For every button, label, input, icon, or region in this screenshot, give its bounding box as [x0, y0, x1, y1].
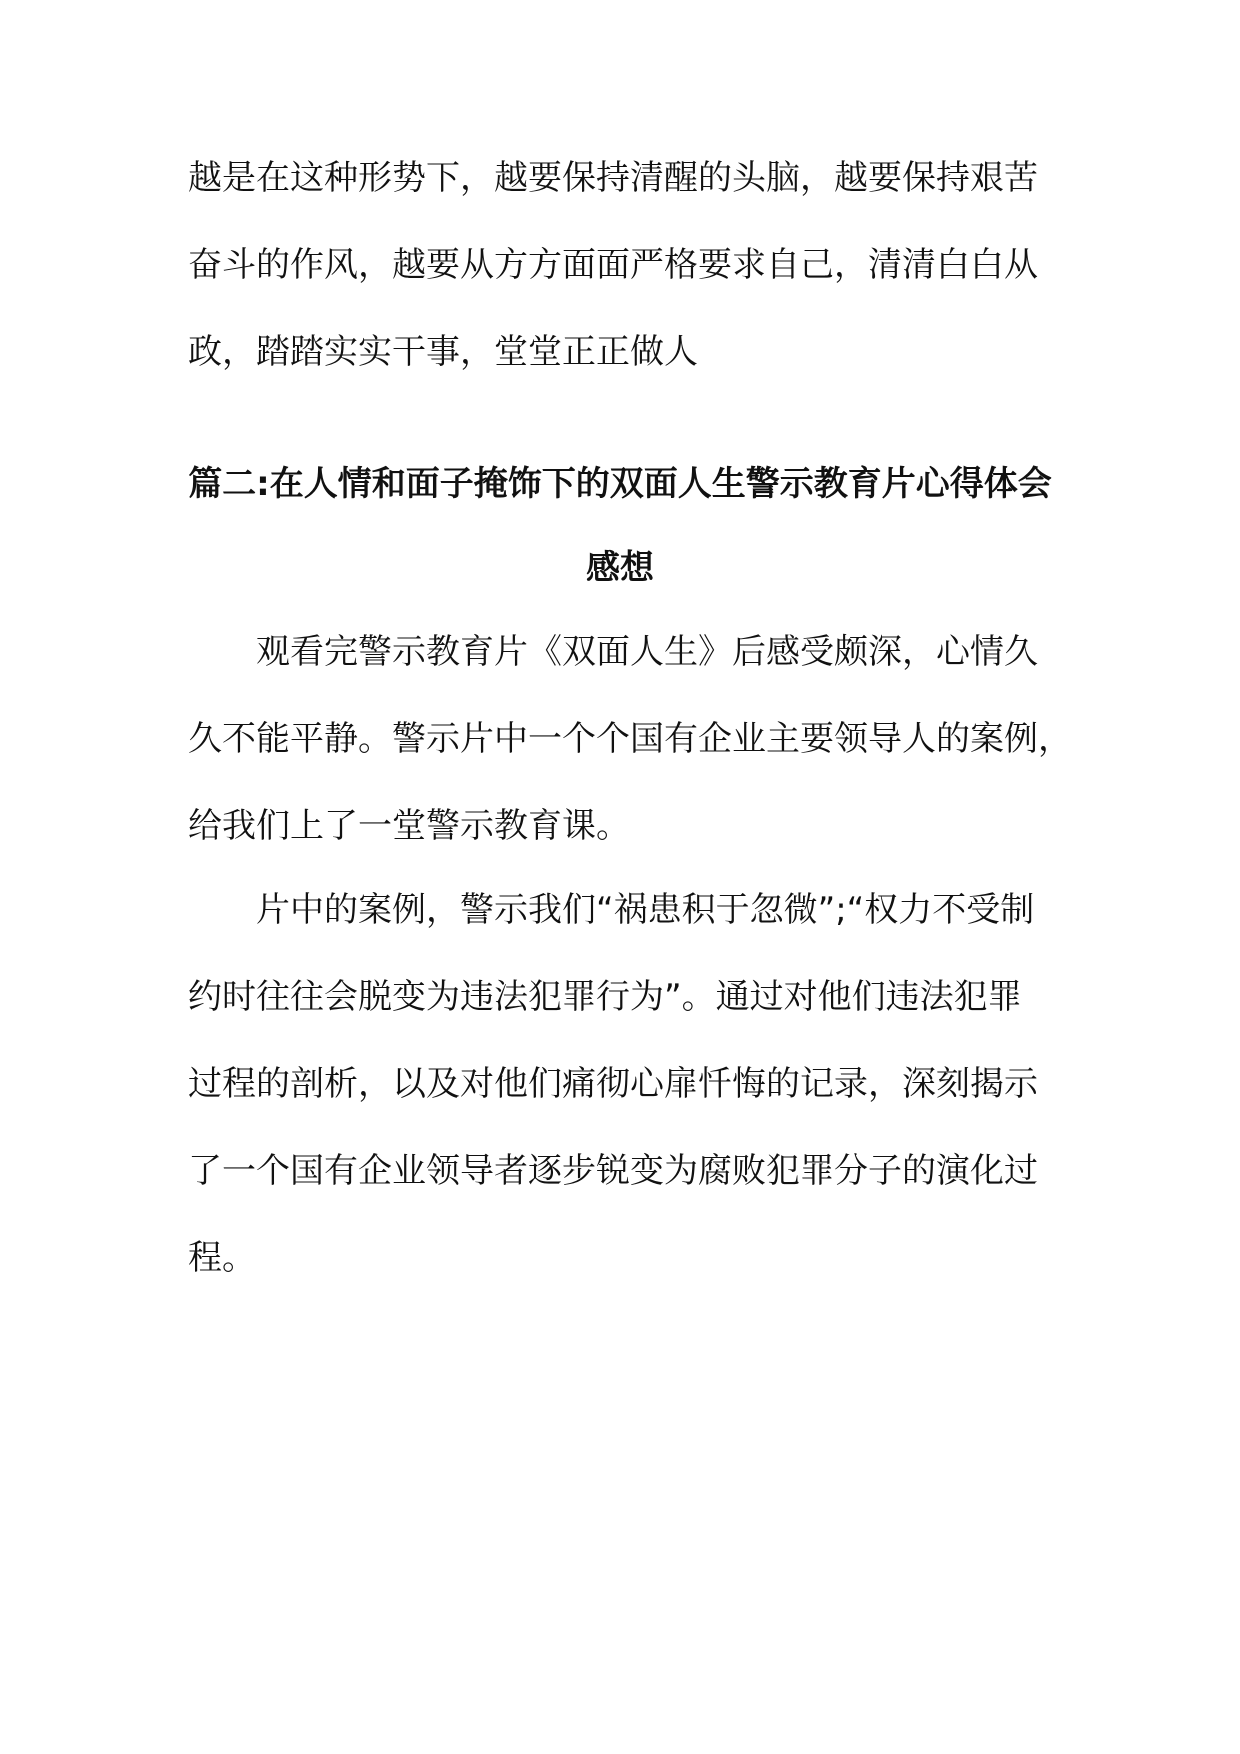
paragraph-2-line-4: 了一个国有企业领导者逐步锐变为腐败犯罪分子的演化过: [188, 1151, 1038, 1191]
paragraph-2-line-1: 片中的案例，警示我们“祸患积于忽微”;“权力不受制: [256, 890, 1035, 930]
section-heading-line-2: 感想: [586, 548, 654, 588]
paragraph-2-line-2: 约时往往会脱变为违法犯罪行为”。通过对他们违法犯罪: [188, 977, 1022, 1017]
paragraph-2-line-3: 过程的剖析，以及对他们痛彻心扉忏悔的记录，深刻揭示: [188, 1064, 1038, 1104]
intro-line-3: 政，踏踏实实干事，堂堂正正做人: [188, 332, 698, 372]
intro-line-2: 奋斗的作风，越要从方方面面严格要求自己，清清白白从: [188, 245, 1038, 285]
paragraph-1-line-1: 观看完警示教育片《双面人生》后感受颇深，心情久: [256, 632, 1038, 672]
paragraph-1-line-3: 给我们上了一堂警示教育课。: [188, 806, 630, 846]
paragraph-1-line-2: 久不能平静。警示片中一个个国有企业主要领导人的案例，: [188, 719, 1072, 759]
intro-line-1: 越是在这种形势下，越要保持清醒的头脑，越要保持艰苦: [188, 158, 1038, 198]
paragraph-2-line-5: 程。: [188, 1238, 256, 1278]
section-heading-line-1: 篇二:在人情和面子掩饰下的双面人生警示教育片心得体会: [188, 464, 1052, 504]
